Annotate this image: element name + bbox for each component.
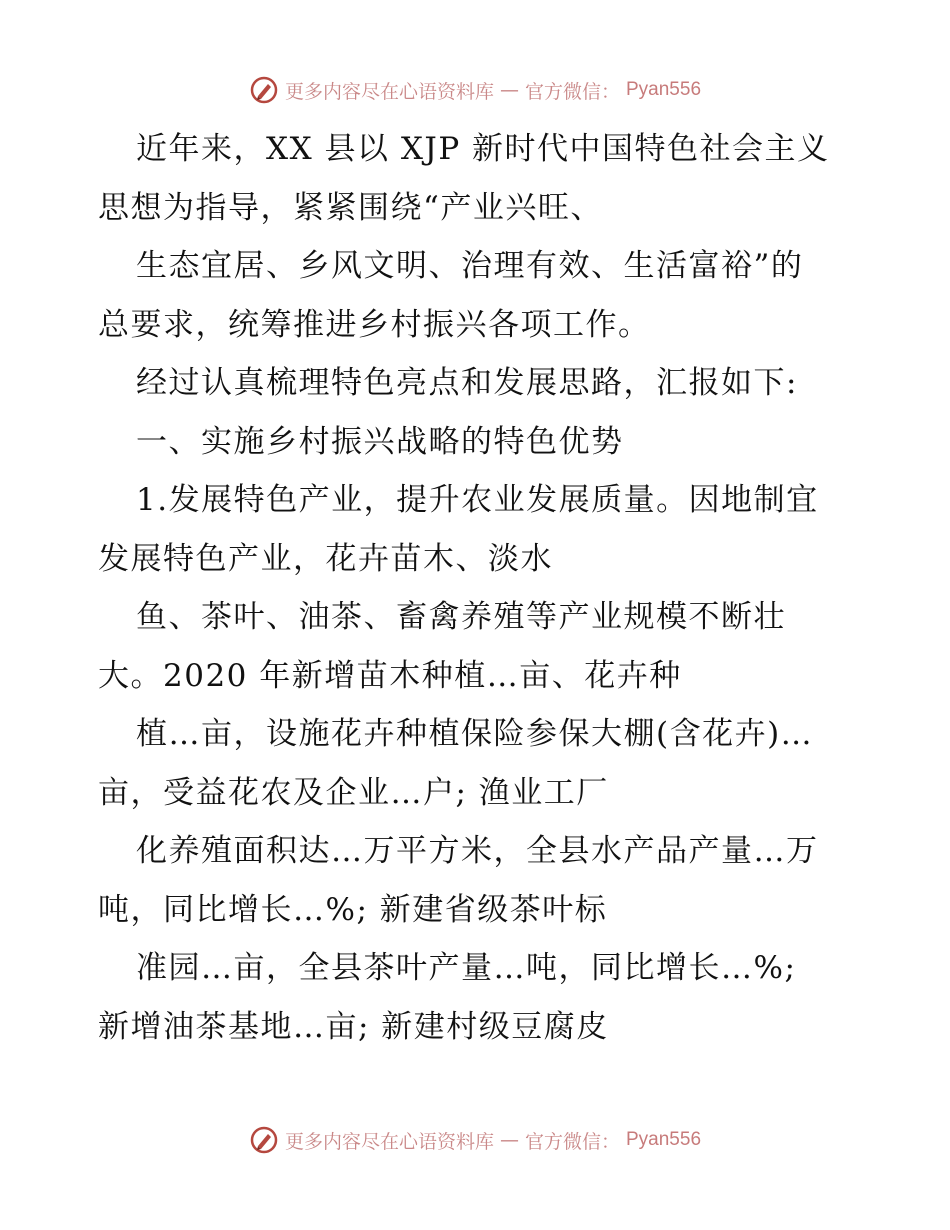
body-line: 化养殖面积达…万平方米，全县水产品产量…万 bbox=[136, 833, 819, 869]
body-line: 鱼、茶叶、油茶、畜禽养殖等产业规模不断壮 bbox=[136, 599, 786, 635]
body-line: 发展特色产业，花卉苗木、淡水 bbox=[98, 540, 553, 577]
watermark-brand: 更多内容尽在心语资料库 bbox=[284, 80, 494, 103]
watermark-contact-id: Pyan556 bbox=[626, 1129, 702, 1150]
section-heading: 一、实施乡村振兴战略的特色优势 bbox=[136, 423, 624, 460]
watermark-dash: — bbox=[499, 1129, 519, 1151]
body-line: 吨，同比增长…%; 新建省级茶叶标 bbox=[98, 891, 608, 928]
watermark-dash: — bbox=[499, 79, 519, 101]
body-line: 生态宜居、乡风文明、治理有效、生活富裕”的 bbox=[136, 248, 804, 284]
body-line: 总要求，统筹推进乡村振兴各项工作。 bbox=[98, 306, 651, 343]
body-line: 大。2020 年新增苗木种植…亩、花卉种 bbox=[98, 657, 682, 694]
watermark-brand: 更多内容尽在心语资料库 bbox=[284, 1130, 494, 1153]
document-body bbox=[98, 120, 858, 1056]
body-line: 近年来，XX 县以 XJP 新时代中国特色社会主义 bbox=[136, 131, 830, 167]
watermark-contact-label: 官方微信： bbox=[524, 1130, 620, 1153]
watermark-contact-label: 官方微信： bbox=[524, 80, 620, 103]
pen-logo-icon bbox=[249, 1125, 279, 1155]
footer-watermark bbox=[0, 1120, 950, 1160]
body-line: 植…亩，设施花卉种植保险参保大棚(含花卉)… bbox=[136, 716, 814, 752]
watermark-contact-id: Pyan556 bbox=[626, 79, 702, 100]
body-line: 经过认真梳理特色亮点和发展思路，汇报如下: bbox=[136, 365, 798, 401]
body-line: 亩，受益花农及企业…户; 渔业工厂 bbox=[98, 774, 609, 811]
body-line: 新增油茶基地…亩; 新建村级豆腐皮 bbox=[98, 1008, 609, 1045]
body-line: 思想为指导，紧紧围绕“产业兴旺、 bbox=[98, 189, 603, 226]
body-line: 准园…亩，全县茶叶产量…吨，同比增长…%; bbox=[136, 950, 797, 986]
pen-logo-icon bbox=[249, 75, 279, 105]
header-watermark bbox=[0, 70, 950, 110]
body-line: 1.发展特色产业，提升农业发展质量。因地制宜 bbox=[136, 482, 819, 518]
